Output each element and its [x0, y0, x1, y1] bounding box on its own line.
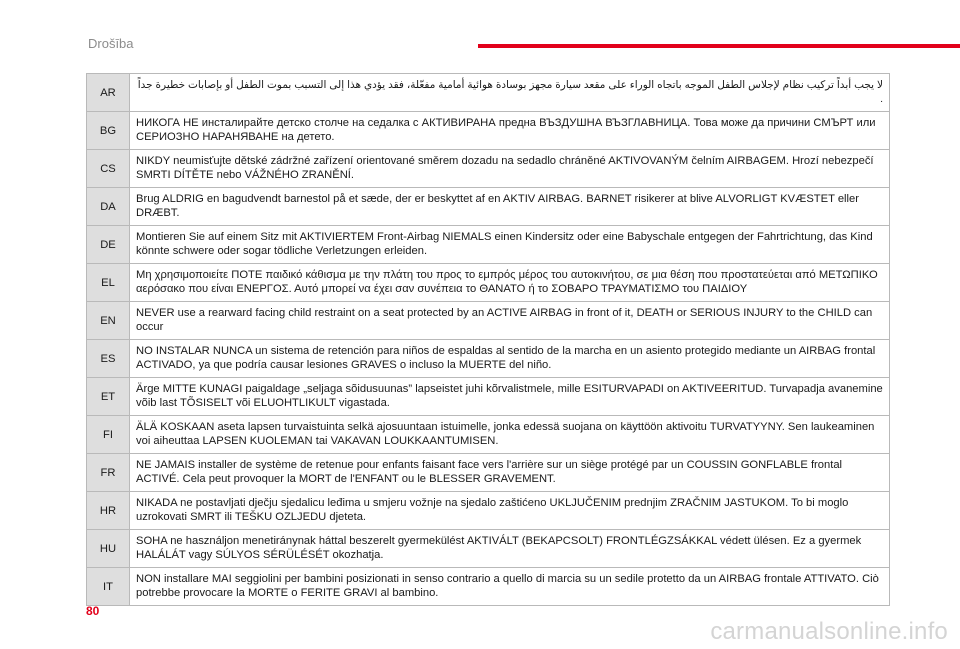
language-code: FR: [87, 454, 130, 492]
warning-text: ÄLÄ KOSKAAN aseta lapsen turvaistuinta selkä ajosuuntaan istuimelle, jonka edessä suojana on käyttöön aktivoitu TURVATYYNY. Sen laukeaminen voi aiheuttaa LAPSEN KUOLEMAN tai VAKAVAN LOUKKAANTUMISEN.: [130, 416, 890, 454]
warning-text: NE JAMAIS installer de système de retenue pour enfants faisant face vers l'arrière sur un siège protégé par un COUSSIN GONFLABLE frontal ACTIVÉ. Cela peut provoquer la MORT de l'ENFANT ou le BLESSER GRAVEMENT.: [130, 454, 890, 492]
warning-text: NEVER use a rearward facing child restraint on a seat protected by an ACTIVE AIRBAG in front of it, DEATH or SERIOUS INJURY to the CHILD can occur: [130, 302, 890, 340]
language-code: HU: [87, 530, 130, 568]
warning-text: Ärge MITTE KUNAGI paigaldage „seljaga sõidusuunas” lapseistet juhi kõrvalistmele, mille ESITURVAPADI on AKTIVEERITUD. Turvapadja avanemine võib last TÕSISELT või ELUOHTLIKULT vigastada.: [130, 378, 890, 416]
warning-text: لا يجب أبداً تركيب نظام لإجلاس الطفل الموجه باتجاه الوراء على مقعد سيارة مجهز بوسادة هوائية أمامية مفعّلة، فقد يؤدي هذا إلى التسبب بموت الطفل أو بإصابات خطيرة جداً .: [130, 74, 890, 112]
site-watermark: carmanualsonline.info: [710, 618, 948, 645]
language-code: EN: [87, 302, 130, 340]
warning-text: NIKADA ne postavljati dječju sjedalicu leđima u smjeru vožnje na sjedalo zaštićeno UKLJUČENIM prednjim ZRAČNIM JASTUKOM. To bi moglo uzrokovati SMRT ili TEŠKU OZLJEDU djeteta.: [130, 492, 890, 530]
table-row-ar: [87, 74, 890, 112]
warning-text: Montieren Sie auf einem Sitz mit AKTIVIERTEM Front-Airbag NIEMALS einen Kindersitz oder eine Babyschale entgegen der Fahrtrichtung, das Kind könnte schwere oder sogar tödliche Verletzungen erleiden.: [130, 226, 890, 264]
language-code: IT: [87, 568, 130, 606]
warning-text: NON installare MAI seggiolini per bambini posizionati in senso contrario a quello di marcia su un sedile protetto da un AIRBAG frontale ATTIVATO. Ciò potrebbe provocare la MORTE o FERITE GRAVI al bambino.: [130, 568, 890, 606]
language-code: BG: [87, 112, 130, 150]
table-row-fr: [87, 454, 890, 492]
warning-text: NO INSTALAR NUNCA un sistema de retención para niños de espaldas al sentido de la marcha en un asiento protegido mediante un AIRBAG frontal ACTIVADO, ya que podría causar lesiones GRAVES o incluso la MUERTE del niño.: [130, 340, 890, 378]
language-code: DE: [87, 226, 130, 264]
table-row-en: [87, 302, 890, 340]
table-row-es: [87, 340, 890, 378]
section-title: Drošība: [88, 36, 134, 51]
language-code: ES: [87, 340, 130, 378]
table-row-el: [87, 264, 890, 302]
table-row-et: [87, 378, 890, 416]
warning-text: SOHA ne használjon menetiránynak háttal beszerelt gyermekülést AKTIVÁLT (BEKAPCSOLT) FRONTLÉGZSÁKKAL védett ülésen. Ez a gyermek HALÁLÁT vagy SÚLYOS SÉRÜLÉSÉT okozhatja.: [130, 530, 890, 568]
language-code: AR: [87, 74, 130, 112]
warning-text: NIKDY neumisťujte dětské zádržné zařízení orientované směrem dozadu na sedadlo chráněné AKTIVOVANÝM čelním AIRBAGEM. Hrozí nebezpečí SMRTI DÍTĚTE nebo VÁŽNÉHO ZRANĚNÍ.: [130, 150, 890, 188]
table-row-de: [87, 226, 890, 264]
table-row-it: [87, 568, 890, 606]
warning-text: НИКОГА НЕ инсталирайте детско столче на седалка с АКТИВИРАНА предна ВЪЗДУШНА ВЪЗГЛАВНИЦА. Това може да причини СМЪРТ или СЕРИОЗНО НАРАНЯВАНЕ на детето.: [130, 112, 890, 150]
table-row-da: [87, 188, 890, 226]
table-row-hr: [87, 492, 890, 530]
language-code: DA: [87, 188, 130, 226]
warning-text: Brug ALDRIG en bagudvendt barnestol på et sæde, der er beskyttet af en AKTIV AIRBAG. BARNET risikerer at blive ALVORLIGT KVÆSTET eller DRÆBT.: [130, 188, 890, 226]
language-code: ET: [87, 378, 130, 416]
table-row-hu: [87, 530, 890, 568]
language-code: HR: [87, 492, 130, 530]
table-row-bg: [87, 112, 890, 150]
language-code: FI: [87, 416, 130, 454]
warning-text: Μη χρησιμοποιείτε ΠΟΤΕ παιδικό κάθισμα με την πλάτη του προς το εμπρός μέρος του αυτοκινήτου, σε μια θέση που προστατεύεται από ΜΕΤΩΠΙΚΟ αερόσακο που είναι ΕΝΕΡΓΟΣ. Αυτό μπορεί να έχει σαν συνέπεια το ΘΑΝΑΤΟ ή το ΣΟΒΑΡΟ ΤΡΑΥΜΑΤΙΣΜΟ του ΠΑΙΔΙΟΥ: [130, 264, 890, 302]
table-row-fi: [87, 416, 890, 454]
header-accent-bar: [478, 44, 960, 48]
language-code: EL: [87, 264, 130, 302]
page-number: 80: [86, 604, 100, 618]
table-row-cs: [87, 150, 890, 188]
airbag-warning-table: [86, 73, 890, 606]
language-code: CS: [87, 150, 130, 188]
